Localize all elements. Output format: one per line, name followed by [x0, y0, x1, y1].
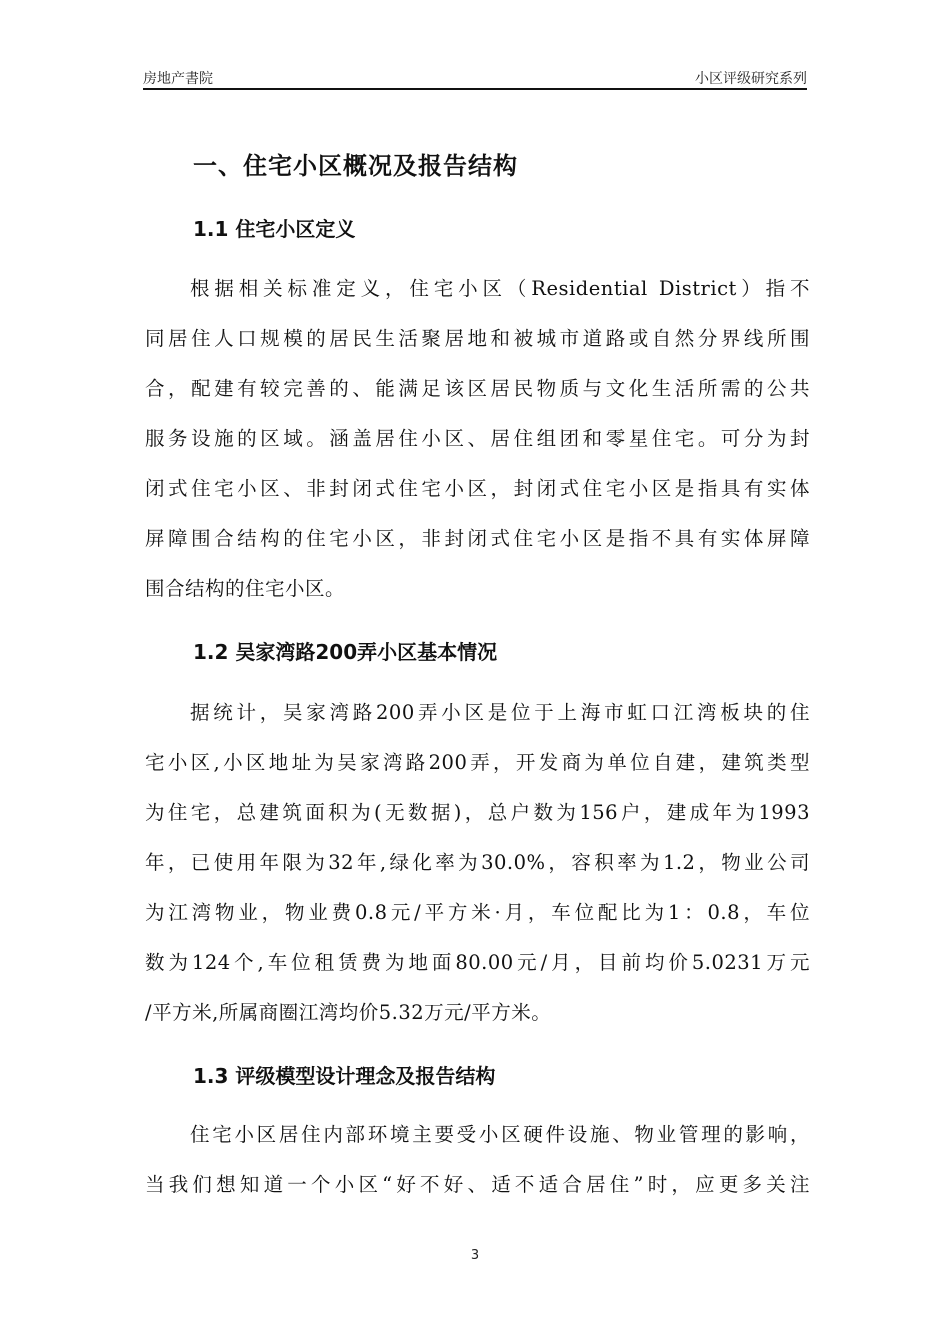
- paragraph-model-design: [145, 1110, 810, 1210]
- text-line: /平方米,所属商圈江湾均价5.32万元/平方米。: [145, 1001, 552, 1024]
- text-line: 为住宅，总建筑面积为(无数据)，总户数为156户，建成年为1993: [145, 801, 810, 824]
- header-series: 小区评级研究系列: [695, 71, 807, 87]
- paragraph-definition: [145, 264, 810, 614]
- text-line: 闭式住宅小区、非封闭式住宅小区，封闭式住宅小区是指具有实体: [145, 477, 810, 500]
- subsection-title-1-2: 1.2 吴家湾路200弄小区基本情况: [193, 640, 498, 664]
- text-line: 住宅小区居住内部环境主要受小区硬件设施、物业管理的影响，: [190, 1123, 810, 1146]
- text-line: 数为124个,车位租赁费为地面80.00元/月，目前均价5.0231万元: [145, 951, 810, 974]
- text-line: 当我们想知道一个小区“好不好、适不适合居住”时，应更多关注: [145, 1173, 810, 1196]
- section-title: 一、住宅小区概况及报告结构: [193, 152, 518, 180]
- page-number: 3: [470, 1248, 480, 1263]
- text-line: 根据相关标准定义，住宅小区（Residential District）指不: [190, 277, 810, 300]
- page-header: [143, 66, 807, 90]
- text-line: 年，已使用年限为32年,绿化率为30.0%，容积率为1.2，物业公司: [145, 851, 810, 874]
- text-line: 服务设施的区域。涵盖居住小区、居住组团和零星住宅。可分为封: [145, 427, 810, 450]
- text-line: 屏障围合结构的住宅小区，非封闭式住宅小区是指不具有实体屏障: [145, 527, 810, 550]
- text-line: 宅小区,小区地址为吴家湾路200弄，开发商为单位自建，建筑类型: [145, 751, 810, 774]
- text-line: 合，配建有较完善的、能满足该区居民物质与文化生活所需的公共: [145, 377, 810, 400]
- subsection-title-1-1: 1.1 住宅小区定义: [193, 217, 356, 241]
- text-line: 据统计，吴家湾路200弄小区是位于上海市虹口江湾板块的住: [190, 701, 810, 724]
- paragraph-basic-info: [145, 688, 810, 1038]
- text-line: 同居住人口规模的居民生活聚居地和被城市道路或自然分界线所围: [145, 327, 810, 350]
- header-publisher: 房地产書院: [143, 71, 213, 87]
- subsection-title-1-3: 1.3 评级模型设计理念及报告结构: [193, 1064, 496, 1088]
- text-line: 围合结构的住宅小区。: [145, 577, 346, 600]
- text-line: 为江湾物业，物业费0.8元/平方米·月，车位配比为1：0.8，车位: [145, 901, 810, 924]
